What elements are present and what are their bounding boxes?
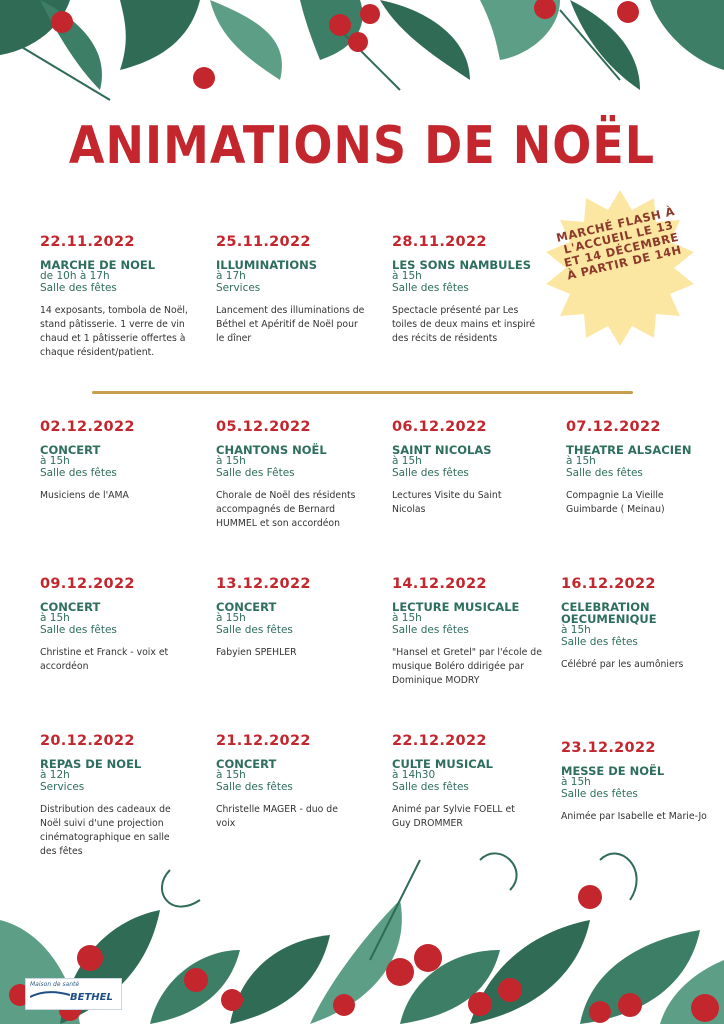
- event-time: à 15h: [216, 769, 246, 781]
- logo-name: BETHEL: [70, 992, 113, 1003]
- event-card: [561, 576, 691, 672]
- event-description: Musiciens de l'AMA: [40, 490, 129, 501]
- event-time: à 15h: [40, 455, 70, 467]
- event-description: Spectacle présenté par Les toiles de deux mains et inspiré des récits de résidents: [392, 305, 536, 344]
- event-card: [566, 419, 706, 517]
- event-time: à 15h: [392, 270, 422, 282]
- event-card: [40, 234, 190, 360]
- holly-decoration-top: [0, 0, 724, 120]
- event-title: MARCHE DE NOEL: [40, 258, 156, 272]
- section-divider: [92, 391, 633, 394]
- event-description: Distribution des cadeaux de Noël suivi d'une projection cinématographique en salle des fêtes: [40, 804, 171, 857]
- event-time: à 17h: [216, 270, 246, 282]
- event-title: CONCERT: [40, 600, 101, 614]
- event-description: Chorale de Noël des résidents accompagnés de Bernard HUMMEL et son accordéon: [216, 490, 356, 529]
- event-date: 09.12.2022: [40, 576, 135, 592]
- event-card: [40, 576, 190, 674]
- event-date: 20.12.2022: [40, 733, 135, 749]
- event-time: à 15h: [561, 624, 591, 636]
- event-time: à 14h30: [392, 769, 436, 781]
- event-date: 02.12.2022: [40, 419, 135, 435]
- event-description: "Hansel et Gretel" par l'école de musique Boléro ddirigée par Dominique MODRY: [392, 647, 542, 686]
- event-title: CONCERT: [216, 757, 277, 771]
- event-title: CULTE MUSICAL: [392, 757, 493, 771]
- event-date: 28.11.2022: [392, 234, 487, 250]
- event-card: [40, 419, 200, 503]
- event-place: Salle des fêtes: [392, 780, 469, 793]
- logo-swoosh-icon: [30, 991, 70, 999]
- event-time: à 15h: [392, 612, 422, 624]
- event-time: à 15h: [561, 776, 591, 788]
- event-place: Salle des fêtes: [392, 281, 469, 294]
- event-place: Salle des fêtes: [392, 623, 469, 636]
- event-time: à 12h: [40, 769, 70, 781]
- event-place: Salle des fêtes: [40, 466, 117, 479]
- event-time: à 15h: [392, 455, 422, 467]
- event-date: 14.12.2022: [392, 576, 487, 592]
- bethel-logo: [25, 978, 122, 1010]
- event-place: Salle des fêtes: [216, 623, 293, 636]
- event-title: ILLUMINATIONS: [216, 258, 318, 272]
- event-date: 23.12.2022: [561, 740, 656, 756]
- event-date: 21.12.2022: [216, 733, 311, 749]
- event-card: [216, 733, 356, 831]
- event-description: Compagnie La Vieille Guimbarde ( Meinau): [566, 490, 665, 515]
- event-card: [392, 576, 542, 688]
- event-description: 14 exposants, tombola de Noël, stand pâtisserie. 1 verre de vin chaud et 1 pâtisserie offertes à chaque résident/patient.: [40, 305, 188, 358]
- event-description: Animée par Isabelle et Marie-Jo: [561, 811, 707, 822]
- flash-market-notice: MARCHÉ FLASH À L'ACCUEIL LE 13 ET 14 DÉCEMBRE À PARTIR DE 14H: [554, 204, 683, 283]
- event-place: Services: [40, 780, 85, 793]
- event-description: Lectures Visite du Saint Nicolas: [392, 490, 502, 515]
- event-description: Christine et Franck - voix et accordéon: [40, 647, 169, 672]
- event-date: 22.12.2022: [392, 733, 487, 749]
- event-date: 06.12.2022: [392, 419, 487, 435]
- event-title: CHANTONS NOËL: [216, 443, 327, 457]
- event-place: Services: [216, 281, 261, 294]
- event-place: Salle des fêtes: [40, 623, 117, 636]
- event-description: Fabyien SPEHLER: [216, 647, 297, 658]
- event-title: CONCERT: [216, 600, 277, 614]
- event-card: [561, 740, 721, 824]
- event-date: 16.12.2022: [561, 576, 656, 592]
- event-title: LES SONS NAMBULES: [392, 258, 531, 272]
- event-title: THEATRE ALSACIEN: [566, 443, 692, 457]
- event-title: LECTURE MUSICALE: [392, 600, 520, 614]
- event-place: Salle des fêtes: [392, 466, 469, 479]
- event-card: [216, 576, 376, 660]
- event-description: Christelle MAGER - duo de voix: [216, 804, 338, 829]
- event-title: CELEBRATION OECUMENIQUE: [561, 600, 657, 626]
- event-title: CONCERT: [40, 443, 101, 457]
- event-time: à 15h: [40, 612, 70, 624]
- event-title: REPAS DE NOEL: [40, 757, 142, 771]
- event-date: 25.11.2022: [216, 234, 311, 250]
- event-card: [392, 419, 512, 517]
- event-description: Lancement des illuminations de Béthel et Apéritif de Noël pour le dîner: [216, 305, 365, 344]
- event-date: 13.12.2022: [216, 576, 311, 592]
- page-title: ANIMATIONS DE NOËL: [68, 114, 656, 176]
- event-date: 07.12.2022: [566, 419, 661, 435]
- event-place: Salle des fêtes: [40, 281, 117, 294]
- event-place: Salle des fêtes: [561, 787, 638, 800]
- logo-subtitle: Maison de santé: [30, 981, 80, 988]
- event-description: Animé par Sylvie FOELL et Guy DROMMER: [392, 804, 515, 829]
- event-title: MESSE DE NOËL: [561, 764, 665, 778]
- event-place: Salle des Fêtes: [216, 466, 295, 479]
- event-card: [216, 419, 376, 531]
- event-time: à 15h: [216, 455, 246, 467]
- event-description: Célébré par les aumôniers: [561, 659, 684, 670]
- event-title: SAINT NICOLAS: [392, 443, 492, 457]
- event-date: 05.12.2022: [216, 419, 311, 435]
- event-place: Salle des fêtes: [561, 635, 638, 648]
- event-place: Salle des fêtes: [216, 780, 293, 793]
- event-time: à 15h: [566, 455, 596, 467]
- event-time: de 10h à 17h: [40, 270, 110, 282]
- event-date: 22.11.2022: [40, 234, 135, 250]
- event-place: Salle des fêtes: [566, 466, 643, 479]
- event-time: à 15h: [216, 612, 246, 624]
- event-card: [392, 234, 542, 346]
- event-card: [216, 234, 366, 346]
- event-card: [392, 733, 532, 831]
